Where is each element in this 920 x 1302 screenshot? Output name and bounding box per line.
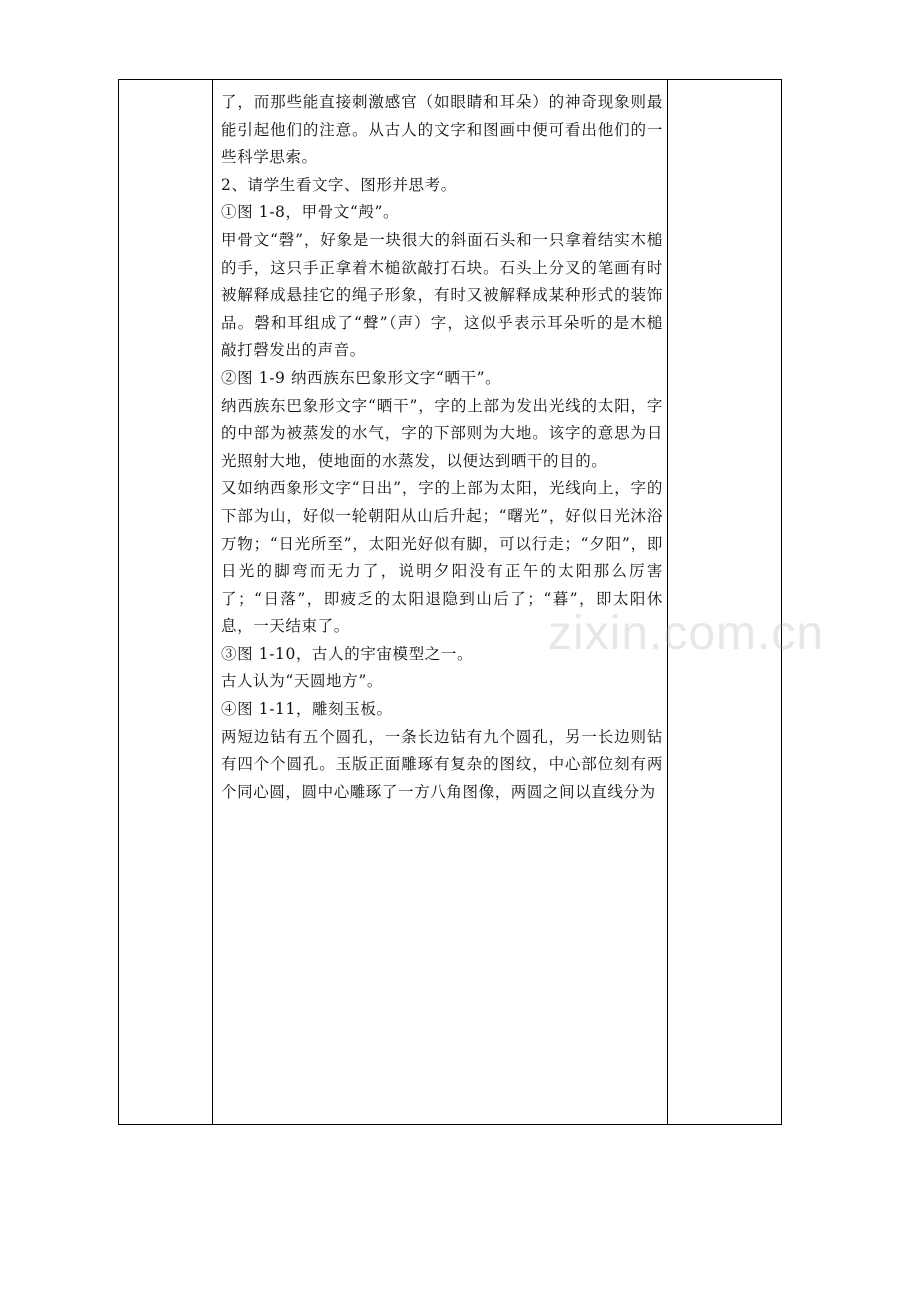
paragraph-2: 2、请学生看文字、图形并思考。 [221, 175, 457, 194]
content-cell [213, 80, 668, 1125]
paragraph-6: 纳西族东巴象形文字“晒干”，字的上部为发出光线的太阳，字的中部为被蒸发的水气，字的下部则为大地。该字的意思为日光照射大地，使地面的水蒸发，以便达到晒干的目的。 [221, 396, 663, 470]
right-column-cell [668, 80, 782, 1125]
paragraph-7: 又如纳西象形文字“日出”，字的上部为太阳，光线向上，字的下部为山，好似一轮朝阳从山后升起；“曙光”，好似日光沐浴万物；“日光所至”，太阳光好似有脚，可以行走；“夕阳”，即日光的脚弯而无力了，说明夕阳没有正午的太阳那么厉害了；“日落”，即疲乏的太阳退隐到山后了；“暮”，即太阳休息，一天结束了。 [221, 479, 663, 636]
paragraph-9: 古人认为“天圆地方”。 [221, 672, 383, 691]
paragraph-4: 甲骨文“磬”，好象是一块很大的斜面石头和一只拿着结实木槌的手，这只手正拿着木槌欲敲打石块。石头上分叉的笔画有时被解释成悬挂它的绳子形象，有时又被解释成某种形式的装饰品。磬和耳组成了“聲”（声）字，这似乎表示耳朵听的是木槌敲打磬发出的声音。 [221, 230, 663, 360]
content-body [213, 80, 667, 806]
table-row [119, 80, 782, 1125]
paragraph-8: ③图 1-10，古人的宇宙模型之一。 [221, 644, 474, 663]
paragraph-5: ②图 1-9 纳西族东巴象形文字“晒干”。 [221, 368, 502, 387]
lesson-table [118, 79, 782, 1125]
watermark: zixin.com.cn [548, 607, 825, 660]
paragraph-3: ①图 1-8，甲骨文“殸”。 [221, 203, 400, 222]
paragraph-10: ④图 1-11，雕刻玉板。 [221, 700, 393, 719]
paragraph-1: 了，而那些能直接刺激感官（如眼睛和耳朵）的神奇现象则最能引起他们的注意。从古人的文字和图画中便可看出他们的一些科学思索。 [221, 93, 663, 167]
paragraph-11: 两短边钻有五个圆孔，一条长边钻有九个圆孔，另一长边则钻有四个个圆孔。玉版正面雕琢有复杂的图纹，中心部位刻有两个同心圆，圆中心雕琢了一方八角图像，两圆之间以直线分为 [221, 727, 663, 801]
left-column-cell [119, 80, 213, 1125]
